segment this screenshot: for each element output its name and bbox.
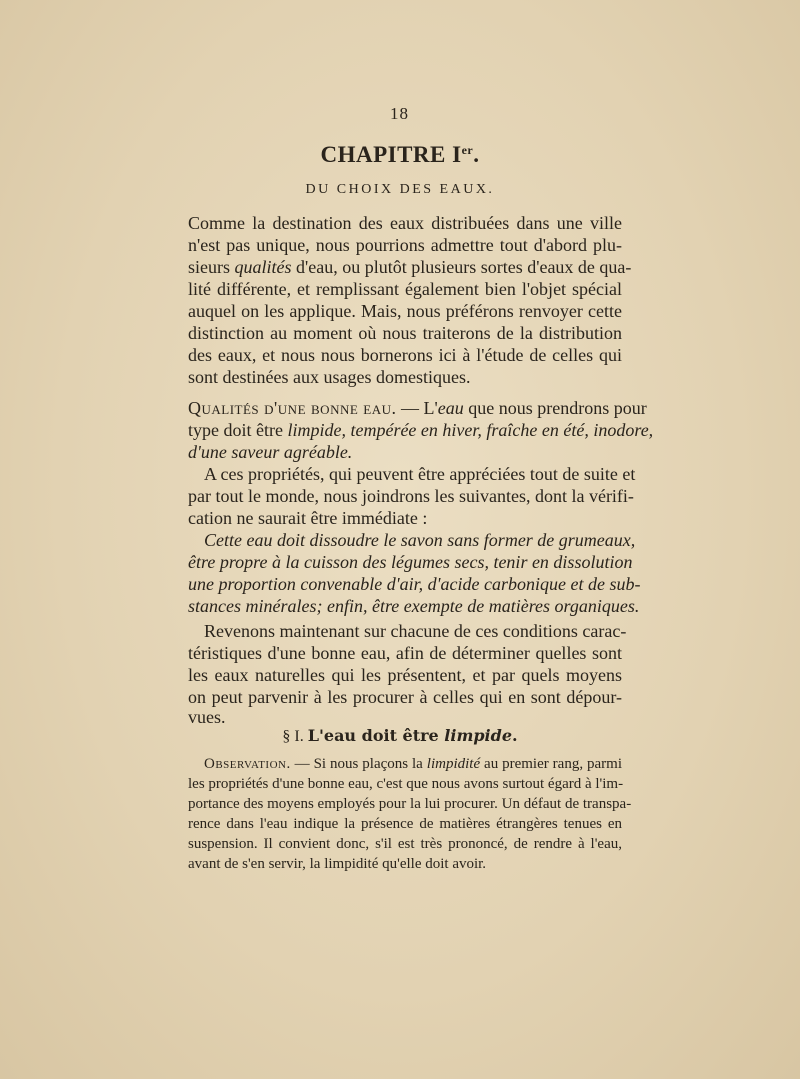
para2-line: cation ne saurait être immédiate : bbox=[188, 508, 428, 528]
italic-text: stances minérales; enfin, être exempte de matières organiques. bbox=[188, 596, 640, 616]
qualites-line bbox=[188, 442, 622, 463]
para3-line: les eaux naturelles qui les présentent, et par quels moyens bbox=[188, 665, 622, 685]
italic-text: être propre à la cuisson des légumes secs, tenir en dissolution bbox=[188, 552, 633, 572]
qualites-line bbox=[188, 420, 654, 441]
observation-line: les propriétés d'une bonne eau, c'est que nous avons surtout égard à l'im- bbox=[188, 776, 624, 792]
observation-line: portance des moyens employés pour la lui procurer. Un défaut de transpa- bbox=[188, 796, 632, 812]
observation-label: Observation. bbox=[204, 756, 291, 772]
para1-line3-italic: qualités bbox=[234, 257, 292, 277]
para1-line3-a: sieurs bbox=[188, 257, 235, 277]
para3-line: on peut parvenir à les procurer à celles qui en sont dépour- bbox=[188, 687, 622, 707]
qualites-l1b: que nous prendrons pour bbox=[463, 398, 647, 418]
para1-line: distinction au moment où nous traiterons de la distribution bbox=[188, 323, 622, 343]
italic-line bbox=[188, 574, 641, 595]
para1-line: des eaux, et nous nous bornerons ici à l'étude de celles qui bbox=[188, 345, 622, 365]
italic-text: Cette eau doit dissoudre le savon sans former de grumeaux, bbox=[204, 530, 636, 550]
section-title bbox=[308, 726, 518, 745]
para2-line: par tout le monde, nous joindrons les suivantes, dont la vérifi- bbox=[188, 486, 634, 506]
observation-line: rence dans l'eau indique la présence de matières étrangères tenues en bbox=[188, 816, 622, 832]
chapter-title-text: CHAPITRE I bbox=[320, 142, 462, 167]
qualites-l2a: type doit être bbox=[188, 420, 288, 440]
section-title-a: L'eau doit être bbox=[307, 726, 445, 745]
section-title-italic: limpide bbox=[444, 726, 512, 745]
para2-line: A ces propriétés, qui peuvent être appréciées tout de suite et bbox=[204, 464, 636, 484]
chapter-subtitle: DU CHOIX DES EAUX. bbox=[305, 182, 495, 197]
qualites-line bbox=[188, 398, 647, 419]
section-heading bbox=[0, 726, 800, 746]
page-number: 18 bbox=[390, 104, 409, 123]
observation-l1b: au premier rang, parmi bbox=[480, 756, 622, 772]
chapter-title-sup: er bbox=[461, 143, 474, 157]
para1-line: n'est pas unique, nous pourrions admettre tout d'abord plu- bbox=[188, 235, 622, 255]
para1-line: Comme la destination des eaux distribuées dans une ville bbox=[188, 213, 622, 233]
observation-line bbox=[204, 756, 622, 773]
italic-line bbox=[204, 530, 636, 551]
section-title-end: . bbox=[512, 726, 518, 745]
para3-line: vues. bbox=[188, 707, 226, 727]
observation-line: suspension. Il convient donc, s'il est très prononcé, de rendre à l'eau, bbox=[188, 836, 622, 852]
observation-line: avant de s'en servir, la limpidité qu'elle doit avoir. bbox=[188, 856, 487, 872]
qualites-l1a: — L' bbox=[396, 398, 438, 418]
observation-l1a: — Si nous plaçons la bbox=[290, 756, 427, 772]
italic-line bbox=[188, 596, 640, 617]
italic-line bbox=[188, 552, 633, 573]
chapter-title-dot: . bbox=[473, 142, 480, 167]
qualites-l3i: d'une saveur agréable. bbox=[188, 442, 353, 462]
chapter-title bbox=[0, 142, 800, 168]
para1-line: lité différente, et remplissant également bien l'objet spécial bbox=[188, 279, 622, 299]
para1-line: sont destinées aux usages domestiques. bbox=[188, 367, 471, 387]
observation-l1i: limpidité bbox=[426, 756, 481, 772]
para1-line bbox=[188, 257, 632, 278]
qualites-heading: Qualités d'une bonne eau. bbox=[188, 398, 397, 418]
para1-line3-b: d'eau, ou plutôt plusieurs sortes d'eaux de qua- bbox=[291, 257, 632, 277]
para3-line: Revenons maintenant sur chacune de ces conditions carac- bbox=[204, 621, 627, 641]
para3-line: téristiques d'une bonne eau, afin de déterminer quelles sont bbox=[188, 643, 622, 663]
qualites-l2i: limpide, tempérée en hiver, fraîche en été, inodore, bbox=[287, 420, 654, 440]
qualites-l1i: eau bbox=[437, 398, 464, 418]
italic-text: une proportion convenable d'air, d'acide carbonique et de sub- bbox=[188, 574, 641, 594]
para1-line: auquel on les applique. Mais, nous préférons renvoyer cette bbox=[188, 301, 622, 321]
section-number: § I. bbox=[282, 728, 304, 745]
